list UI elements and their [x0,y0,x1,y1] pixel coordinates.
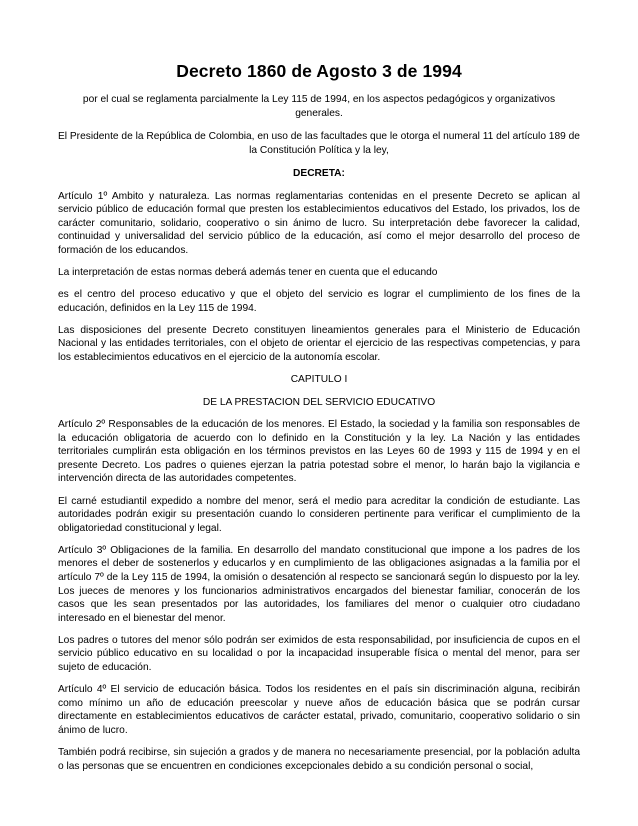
document-subtitle: por el cual se reglamenta parcialmente la Ley 115 de 1994, en los aspectos pedagógicos y organizativos generales. [82,94,556,119]
paragraph: Los padres o tutores del menor sólo podrán ser eximidos de esta responsabilidad, por insuficiencia de cupos en el servicio público educativo en su localidad o por la incapacidad insuperable física o mental del menor, para ser sujeto de educación. [58,634,580,674]
paragraph: Las disposiciones del presente Decreto constituyen lineamientos generales para el Ministerio de Educación Nacional y las entidades territoriales, con el objeto de orientar el ejercicio de las respectivas competencias, y para los establecimientos educativos en el ejercicio de la autonomía escolar. [58,324,580,363]
paragraph: Artículo 1º Ambito y naturaleza. Las normas reglamentarias contenidas en el presente Decreto se aplican al servicio público de educación formal que presten los establecimientos educativos del Estado, los privados, los de carácter comunitario, solidario, cooperativo o sin ánimo de lucro. Su interpretación debe favorecer la calidad, continuidad y universalidad del servicio público de la educación, así como el mejor desarrollo del proceso de formación de los educandos. [58,190,580,256]
paragraph: Artículo 3º Obligaciones de la familia. En desarrollo del mandato constitucional que impone a los padres de los menores el deber de sostenerlos y educarlos y en cumplimiento de las obligaciones asignadas a la familia por el artículo 7º de la Ley 115 de 1994, la omisión o desatención al respecto se sancionará según lo dispuesto por la ley. Los jueces de menores y los funcionarios administrativos encargados del bienestar familiar, conocerán de los casos que les sean presentados por las autoridades, los familiares del menor o cualquier otro ciudadano interesado en el bienestar del menor. [58,544,580,624]
paragraph: La interpretación de estas normas deberá además tener en cuenta que el educando [58,266,438,278]
chapter-number: CAPITULO I [290,374,348,386]
decreta-heading: DECRETA: [293,168,345,179]
document-page [58,58,580,782]
document-title: Decreto 1860 de Agosto 3 de 1994 [176,61,462,81]
paragraph: es el centro del proceso educativo y que el objeto del servicio es lograr el cumplimiento de los fines de la educación, definidos en la Ley 115 de 1994. [58,289,580,314]
paragraph: El carné estudiantil expedido a nombre del menor, será el medio para acreditar la condición de estudiante. Las autoridades podrán exigir su presentación cuando lo consideren pertinente para verificar el cumplimiento de la obligatoriedad constitucional y legal. [58,495,580,534]
paragraph: Artículo 2º Responsables de la educación de los menores. El Estado, la sociedad y la familia son responsables de la educación obligatoria de acuerdo con lo definido en la Constitución y la ley. La Nación y las entidades territoriales cumplirán esta obligación en los términos previstos en las Leyes 60 de 1993 y 115 de 1994 y en el presente Decreto. Los padres o quienes ejerzan la patria potestad sobre el menor, lo harán bajo la vigilancia e intervención directa de las autoridades competentes. [58,419,580,485]
paragraph: Artículo 4º El servicio de educación básica. Todos los residentes en el país sin discriminación alguna, recibirán como mínimo un año de educación preescolar y nueve años de educación básica que se podrán cursar directamente en establecimientos educativos de carácter estatal, privado, comunitario, cooperativo solidario o sin ánimo de lucro. [58,684,580,736]
chapter-title: DE LA PRESTACION DEL SERVICIO EDUCATIVO [202,396,436,408]
paragraph: También podrá recibirse, sin sujeción a grados y de manera no necesariamente presencial, por la población adulta o las personas que se encuentren en condiciones excepcionales debido a su condición personal o social, [58,747,580,772]
preamble: El Presidente de la República de Colombia, en uso de las facultades que le otorga el numeral 11 del artículo 189 de la Constitución Política y la ley, [58,131,580,156]
